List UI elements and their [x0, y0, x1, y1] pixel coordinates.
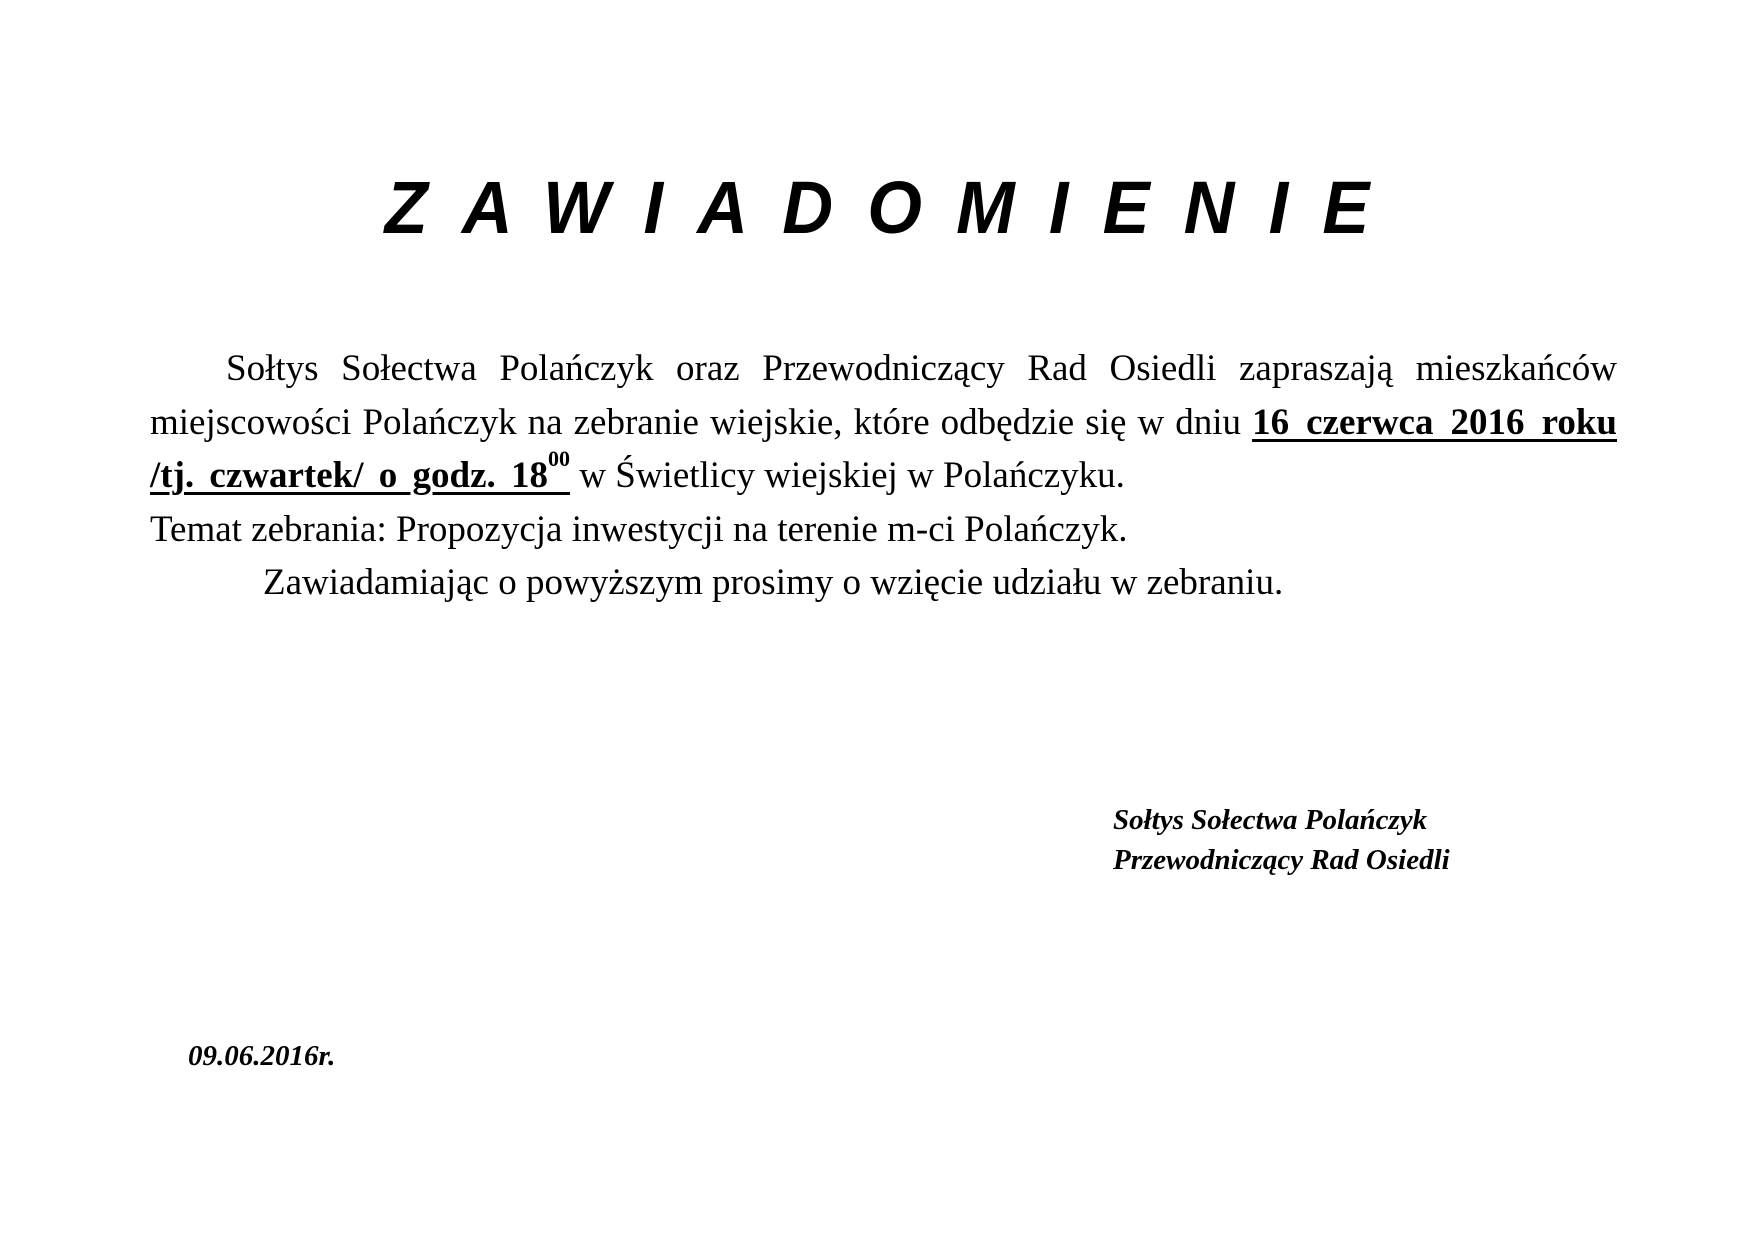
signature-line-2: Przewodniczący Rad Osiedli [1113, 844, 1450, 876]
meeting-topic: Temat zebrania: Propozycja inwestycji na terenie m-ci Polańczyk. [150, 508, 1128, 550]
document-date: 09.06.2016r. [188, 1040, 336, 1072]
invitation-paragraph [150, 342, 1617, 503]
signature-block [1113, 800, 1450, 880]
meeting-date-time: 16 czerwca 2016 roku /tj. czwartek/ o godz. $18^{00}$ [150, 401, 1617, 496]
invitation-outro: w Świetlicy wiejskiej w Polańczyku. [570, 455, 1125, 496]
signature-line-1: Sołtys Sołectwa Polańczyk [1113, 804, 1428, 836]
closing-sentence: Zawiadamiając o powyższym prosimy o wzięcie udziału w zebraniu. [263, 562, 1284, 603]
document-title: ZAWIADOMIENIE [384, 166, 1404, 249]
meeting-minutes: 00 [548, 446, 571, 471]
invitation-intro: Sołtys Sołectwa Polańczyk oraz Przewodniczący Rad Osiedli zapraszają mieszkańców miejscowości Polańczyk na zebranie wiejskie, które odbędzie się w dniu [150, 348, 1617, 443]
document-body [150, 342, 1617, 610]
